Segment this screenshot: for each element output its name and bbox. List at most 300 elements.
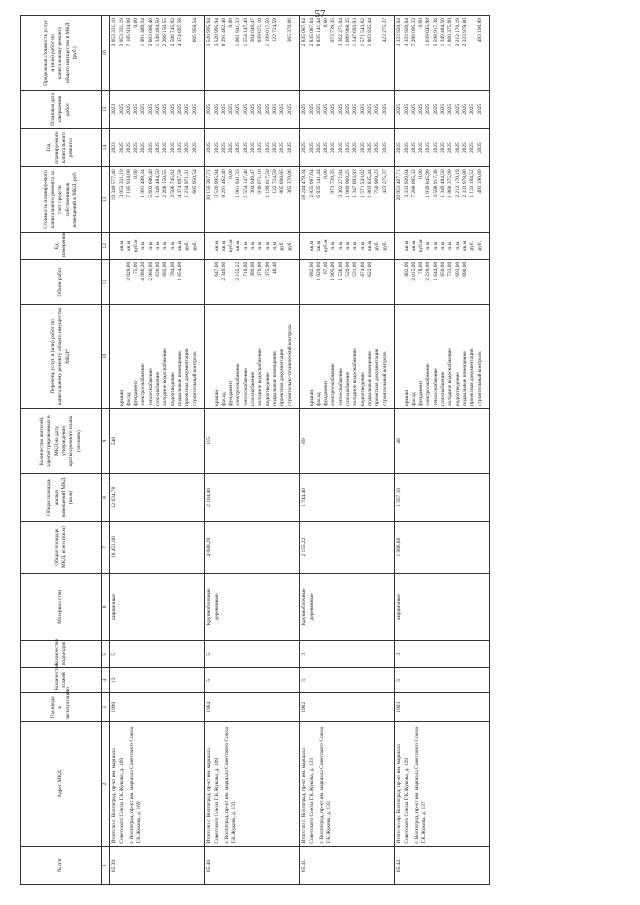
row-number-value: 65.42. <box>396 858 403 873</box>
floors <box>300 668 395 693</box>
line-value: 2025 <box>345 103 352 115</box>
line-value: подвальные помещения <box>461 351 468 406</box>
column-header: Общая площадь МКД, всего (кв.м) <box>21 521 102 573</box>
row-number <box>110 846 205 884</box>
line-value: 2025 <box>228 103 235 115</box>
line-value: фасад <box>315 392 322 406</box>
repair-year <box>205 128 300 166</box>
line-value: крыши <box>118 389 125 406</box>
address-label: г. Волгоград, пр-кт им. маршала Советского Союза Г.К.Жукова, д. 133 <box>318 726 333 844</box>
line-value: п.м <box>271 241 278 250</box>
column-number: 8 <box>102 474 110 521</box>
column-number: 13 <box>102 167 110 232</box>
line-value: теплоснабжение <box>337 368 344 406</box>
address <box>110 722 205 846</box>
line-value: 2025 <box>235 142 242 154</box>
line-value: руб. <box>184 241 191 251</box>
line-value: п.м <box>345 241 352 250</box>
line-value: фундамент <box>133 380 140 406</box>
column-header: Стоимость планируемого капитального ремонта за счет средств собственников помещений в МКД, руб. <box>21 167 102 232</box>
line-value: фасад <box>410 392 417 406</box>
line-value: 973 739,35 <box>330 18 337 43</box>
residents-value: 48 <box>396 438 403 444</box>
table-row <box>110 16 205 885</box>
line-value: 2025 <box>381 142 388 154</box>
line-value: руб. <box>286 241 293 251</box>
area-living <box>300 474 395 521</box>
line-value: 2 015,00 <box>410 261 417 281</box>
line-value: 2025 <box>330 103 337 115</box>
line-value: водоотведение <box>169 372 176 406</box>
line-value: 122 724,59 <box>271 169 278 194</box>
line-value: фасад <box>220 392 227 406</box>
line-value: 2025 <box>315 142 322 154</box>
line-value: куб.м <box>323 239 330 253</box>
line-value: 2025 <box>191 142 198 154</box>
line-value: п.м <box>147 241 154 250</box>
line-value: 2025 <box>381 103 388 115</box>
line-value: 1 991 489,34 <box>140 169 147 198</box>
line-value: 973 739,35 <box>330 169 337 194</box>
area-total-value: 1 986,80 <box>396 537 403 557</box>
area-total <box>110 521 205 573</box>
line-value: 2025 <box>169 142 176 154</box>
line-value: фундамент <box>323 380 330 406</box>
line-value: теплоснабжение <box>242 368 249 406</box>
wall-material <box>205 573 300 641</box>
line-value: 2025 <box>425 142 432 154</box>
line-value: п.м <box>432 241 439 250</box>
spacer <box>206 262 213 302</box>
residents <box>205 408 300 473</box>
address-total-label: Итого по г. Волгоград, пр-кт им. маршала Советского Союза Г.К.Жукова, д. 169 <box>111 748 125 844</box>
line-value: 2025 <box>220 142 227 154</box>
residents <box>300 408 395 473</box>
line-value: 2025 <box>147 103 154 115</box>
line-value: куб.м <box>418 239 425 253</box>
line-value: 2025 <box>454 103 461 115</box>
line-value: 2025 <box>323 103 330 115</box>
line-value: куб.м <box>133 239 140 253</box>
total-value: 20 953 407,71 <box>396 169 403 201</box>
line-value: 2 980,00 <box>147 261 154 281</box>
line-value <box>374 262 381 302</box>
line-value: подвальные помещения <box>366 351 373 406</box>
line-value: 2025 <box>271 103 278 115</box>
line-value: 3 598 917,36 <box>432 18 439 47</box>
spacer <box>396 307 403 406</box>
line-value <box>228 262 235 302</box>
column-number: 14 <box>102 128 110 166</box>
year-built-value: 1962 <box>301 701 308 713</box>
line-value: куб.м <box>228 239 235 253</box>
volume <box>205 259 300 304</box>
table-row <box>300 16 395 885</box>
line-value: 122 724,59 <box>271 18 278 43</box>
spacer <box>111 307 118 406</box>
line-value: кв.м <box>403 240 410 251</box>
spacer <box>111 235 118 257</box>
wall-material <box>300 573 395 641</box>
line-value: 2025 <box>308 103 315 115</box>
works-list <box>395 304 490 408</box>
line-value: 2025 <box>213 142 220 154</box>
total-value: 3 953 331,19 <box>111 18 118 47</box>
line-value: водоотведение <box>264 372 271 406</box>
line-value: 2025 <box>374 142 381 154</box>
line-value: 2025 <box>184 142 191 154</box>
line-value: холодное водоснабжение <box>257 348 264 406</box>
line-value: 2025 <box>184 103 191 115</box>
line-value: 2025 <box>359 142 366 154</box>
line-value: 2025 <box>155 103 162 115</box>
line-value: 3 362 271,84 <box>337 169 344 198</box>
total-value: 3 333 920,04 <box>396 18 403 47</box>
address-label: г. Волгоград, пр-кт им. маршала Советского Союза Г.К.Жукова, д. 133 <box>223 726 238 844</box>
line-value: 2025 <box>169 103 176 115</box>
line-value: 1 199 017,50 <box>264 169 271 198</box>
line-value: п.м <box>257 241 264 250</box>
total-value: 3 520 995,94 <box>206 18 213 47</box>
line-value: 1 644,00 <box>432 261 439 281</box>
line-value: крыши <box>308 389 315 406</box>
address-label: г. Волгоград, пр-кт им. маршала Советского Союза Г.К.Жукова, д. 169 <box>128 726 143 844</box>
column-number: 9 <box>102 408 110 473</box>
line-value: 7 185 934,08 <box>125 169 132 198</box>
line-value: 2 266 150,55 <box>162 169 169 198</box>
address-total-label: Итого по г. Волгоград, пр-кт им. маршала Советского Союза Г.К.Жукова, д. 133 <box>301 748 315 844</box>
line-value: 2025 <box>410 103 417 115</box>
column-header: Ед. измерения <box>21 232 102 259</box>
address <box>205 722 300 846</box>
line-value: фасад <box>125 392 132 406</box>
repair-year <box>395 128 490 166</box>
cost <box>205 167 300 232</box>
year-built <box>395 693 490 722</box>
residents-value: 69 <box>301 438 308 444</box>
line-value: 2025 <box>155 142 162 154</box>
works-list <box>300 304 395 408</box>
line-value: 2025 <box>257 142 264 154</box>
line-value: 2 155,22 <box>235 261 242 281</box>
line-value: 2025 <box>454 142 461 154</box>
line-value: 46,40 <box>271 261 278 274</box>
line-value <box>469 18 476 88</box>
line-value: 2 028,00 <box>125 261 132 281</box>
works-list <box>205 304 300 408</box>
area-living <box>205 474 300 521</box>
column-number: 6 <box>102 573 110 641</box>
spacer <box>301 262 308 302</box>
line-value: 1 929,00 <box>315 261 322 281</box>
total-value: 18 244 479,34 <box>301 169 308 201</box>
floors <box>205 668 300 693</box>
entrances-value: 3 <box>301 652 308 656</box>
completion-date <box>110 90 205 128</box>
line-value: 7 288 095,32 <box>410 18 417 47</box>
line-value: кв.м <box>213 240 220 251</box>
line-value: 304 049,47 <box>250 169 257 194</box>
year-built <box>110 693 205 722</box>
line-value: кв.м <box>410 240 417 251</box>
line-value: 3 953 331,19 <box>118 18 125 47</box>
residents <box>395 408 490 473</box>
line-value <box>119 262 126 302</box>
cost <box>110 167 205 232</box>
line-value <box>469 262 476 302</box>
line-value: 3 362 271,84 <box>337 18 344 47</box>
line-value: 2025 <box>250 142 257 154</box>
units <box>395 232 490 259</box>
line-value: строительный контроль <box>381 351 388 406</box>
column-number: 10 <box>102 304 110 408</box>
line-value: 1 061 941,33 <box>235 18 242 47</box>
column-number: 2 <box>102 722 110 846</box>
line-value: холодное водоснабжение <box>352 348 359 406</box>
area-living-value: 1 744,40 <box>301 488 308 507</box>
year-built <box>205 693 300 722</box>
column-number: 15 <box>102 90 110 128</box>
line-value: 2025 <box>476 142 483 154</box>
line-value: 784,00 <box>169 261 176 277</box>
line-value: 622,00 <box>366 261 373 277</box>
entrances <box>300 641 395 668</box>
row-number-value: 65.39. <box>111 858 118 873</box>
line-value: 1 234 971,31 <box>184 169 191 198</box>
line-value: 2025 <box>279 103 286 115</box>
line-value: кв.м <box>461 240 468 251</box>
line-value: 6 835 141,44 <box>315 18 322 47</box>
line-value: 2025 <box>403 142 410 154</box>
column-number: 1 <box>102 846 110 884</box>
column-header: № п/п <box>21 846 102 884</box>
line-value: 7 185 934,08 <box>125 18 132 47</box>
line-value: 2025 <box>418 103 425 115</box>
row-number-value: 65.41. <box>301 858 308 873</box>
line-value: 2 333 978,80 <box>461 169 468 198</box>
line-value: газоснабжение <box>250 371 257 406</box>
limit-cost <box>395 16 490 91</box>
area-total <box>300 521 395 573</box>
line-value: 805 698,85 <box>279 169 286 194</box>
limit-cost <box>300 16 395 91</box>
column-number: 5 <box>102 641 110 668</box>
line-value: 2025 <box>403 103 410 115</box>
line-value: 2025 <box>279 142 286 154</box>
line-value: 2025 <box>140 103 147 115</box>
line-value: 802,00 <box>403 261 410 277</box>
line-value: 1 347 693,93 <box>352 18 359 47</box>
line-value: 2025 <box>461 142 468 154</box>
line-value: 493 190,89 <box>476 18 483 43</box>
floors-value: 13 <box>111 677 118 683</box>
line-value: руб. <box>476 241 483 251</box>
line-value: 2 506 745,92 <box>169 18 176 47</box>
line-value: 1 061 941,33 <box>235 169 242 198</box>
line-value: 2025 <box>447 142 454 154</box>
line-value: 2025 <box>133 142 140 154</box>
line-value: 2025 <box>469 142 476 154</box>
line-value: 2025 <box>133 103 140 115</box>
spacer <box>301 235 308 257</box>
line-value: 2 228,00 <box>425 261 432 281</box>
repair-plan-table <box>20 15 490 885</box>
line-value: п.м <box>155 241 162 250</box>
column-header: Общая площадь жилых помещений МКД (кв.м) <box>21 474 102 521</box>
line-value: руб. <box>279 241 286 251</box>
line-value: п.м <box>162 241 169 250</box>
row-number-value: 65.40. <box>206 858 213 873</box>
line-value: 0,00 <box>323 169 330 179</box>
column-header: Материал стен <box>21 573 102 641</box>
line-value: 375,00 <box>264 261 271 277</box>
line-value: 4 080,20 <box>140 261 147 281</box>
line-value: 2025 <box>235 103 242 115</box>
line-value: 2025 <box>337 142 344 154</box>
line-value: 389,00 <box>250 261 257 277</box>
line-value: 2025 <box>432 142 439 154</box>
cost <box>395 167 490 232</box>
total-value: 2025 <box>206 142 213 154</box>
line-value: 365 370,06 <box>286 18 293 43</box>
line-value: 2025 <box>366 142 373 154</box>
line-value: 682,00 <box>308 261 315 277</box>
header-row <box>21 16 102 885</box>
line-value: холодное водоснабжение <box>162 348 169 406</box>
line-value: 693,00 <box>454 261 461 277</box>
wall-material-value: кирпичные <box>111 594 118 620</box>
row-number <box>300 846 395 884</box>
line-value <box>287 262 294 302</box>
line-value: 3 333 920,04 <box>403 18 410 47</box>
line-value: 690,00 <box>461 261 468 277</box>
column-number: 16 <box>102 16 110 91</box>
line-value <box>184 18 191 88</box>
volume <box>300 259 395 304</box>
line-value: 2025 <box>440 142 447 154</box>
line-value: газоснабжение <box>345 371 352 406</box>
repair-year <box>300 128 395 166</box>
line-value: 8 291 462,40 <box>220 18 227 47</box>
year-built <box>300 693 395 722</box>
line-value: 3 598 917,36 <box>432 169 439 198</box>
line-value: 2025 <box>418 142 425 154</box>
line-value: строительный контроль <box>191 351 198 406</box>
line-value: 1 039 045,99 <box>425 18 432 47</box>
column-header: Количество этажей <box>21 668 102 693</box>
line-value: 2 835 087,64 <box>308 169 315 198</box>
line-value: 2 506 745,92 <box>169 169 176 198</box>
line-value: 2025 <box>118 103 125 115</box>
line-value: 423 275,37 <box>381 18 388 43</box>
line-value: 1 199 017,50 <box>264 18 271 47</box>
line-value: водоотведение <box>359 372 366 406</box>
line-value: кв.м <box>125 240 132 251</box>
line-value: 2025 <box>118 142 125 154</box>
entrances <box>395 641 490 668</box>
line-value: 2025 <box>410 142 417 154</box>
line-value: 2025 <box>242 142 249 154</box>
line-value: 1 349 484,50 <box>440 18 447 47</box>
address <box>300 722 395 846</box>
line-value: кв.м <box>366 240 373 251</box>
line-value: 2025 <box>147 142 154 154</box>
line-value: 2025 <box>271 142 278 154</box>
area-living <box>110 474 205 521</box>
line-value: 2025 <box>264 142 271 154</box>
line-value: 75,00 <box>133 261 140 274</box>
line-value: 365 370,06 <box>286 169 293 194</box>
line-value: 304 049,47 <box>250 18 257 43</box>
area-total <box>395 521 490 573</box>
line-value: 1 039 045,99 <box>425 169 432 198</box>
line-value: подвальные помещения <box>176 351 183 406</box>
line-value: 5 603 686,40 <box>147 169 154 198</box>
line-value: 2025 <box>469 103 476 115</box>
line-value: 2025 <box>220 103 227 115</box>
area-total-value: 4 088,20 <box>206 537 213 557</box>
total-value: 30 156 367,71 <box>206 169 213 201</box>
area-total-value: 2 155,22 <box>301 537 308 557</box>
line-value: 2025 <box>447 103 454 115</box>
wall-material <box>110 573 205 641</box>
column-header: Год ввода в эксплуатацию <box>21 693 102 722</box>
line-value: фундамент <box>228 380 235 406</box>
works-list <box>110 304 205 408</box>
line-value: 0,00 <box>228 18 235 28</box>
address-total-label: Итого по г. Волгоград, пр-кт им. маршала Советского Союза Г.К.Жукова, д. 109 <box>206 748 220 844</box>
line-value: электроснабжение <box>425 363 432 406</box>
line-value: 1 349 484,50 <box>440 169 447 198</box>
line-value: 2 340,00 <box>220 261 227 281</box>
line-value: 605 950,54 <box>191 169 198 194</box>
line-value: электроснабжение <box>140 363 147 406</box>
line-value: п.м <box>447 241 454 250</box>
wall-material-value: кирпичные <box>396 594 403 620</box>
line-value: 685,00 <box>162 261 169 277</box>
line-value: 2025 <box>242 103 249 115</box>
completion-date <box>205 90 300 128</box>
line-value <box>382 262 389 302</box>
column-number: 12 <box>102 232 110 259</box>
repair-year <box>110 128 205 166</box>
line-value: 1 991 489,34 <box>140 18 147 47</box>
line-value: п.м <box>337 241 344 250</box>
line-value: 1 995,00 <box>330 261 337 281</box>
limit-cost <box>205 16 300 91</box>
volume <box>110 259 205 304</box>
line-value: 2025 <box>176 142 183 154</box>
line-value: 1 860 375,99 <box>447 18 454 47</box>
line-value: 0,00 <box>133 18 140 28</box>
line-value: 78,00 <box>418 261 425 274</box>
row-number <box>205 846 300 884</box>
column-header: Количество подъездов <box>21 641 102 668</box>
line-value: 630,00 <box>155 261 162 277</box>
line-value: 733,00 <box>447 261 454 277</box>
line-value: 2025 <box>345 142 352 154</box>
floors-value: 5 <box>206 678 213 682</box>
line-value: 1 349 484,50 <box>155 18 162 47</box>
line-value: п.м <box>242 241 249 250</box>
line-value: 2025 <box>315 103 322 115</box>
line-value: 2 266 150,55 <box>162 18 169 47</box>
line-value: кв.м <box>308 240 315 251</box>
line-value: 2025 <box>125 103 132 115</box>
line-value: холодное водоснабжение <box>447 348 454 406</box>
line-value: 529,00 <box>345 261 352 277</box>
residents <box>110 408 205 473</box>
